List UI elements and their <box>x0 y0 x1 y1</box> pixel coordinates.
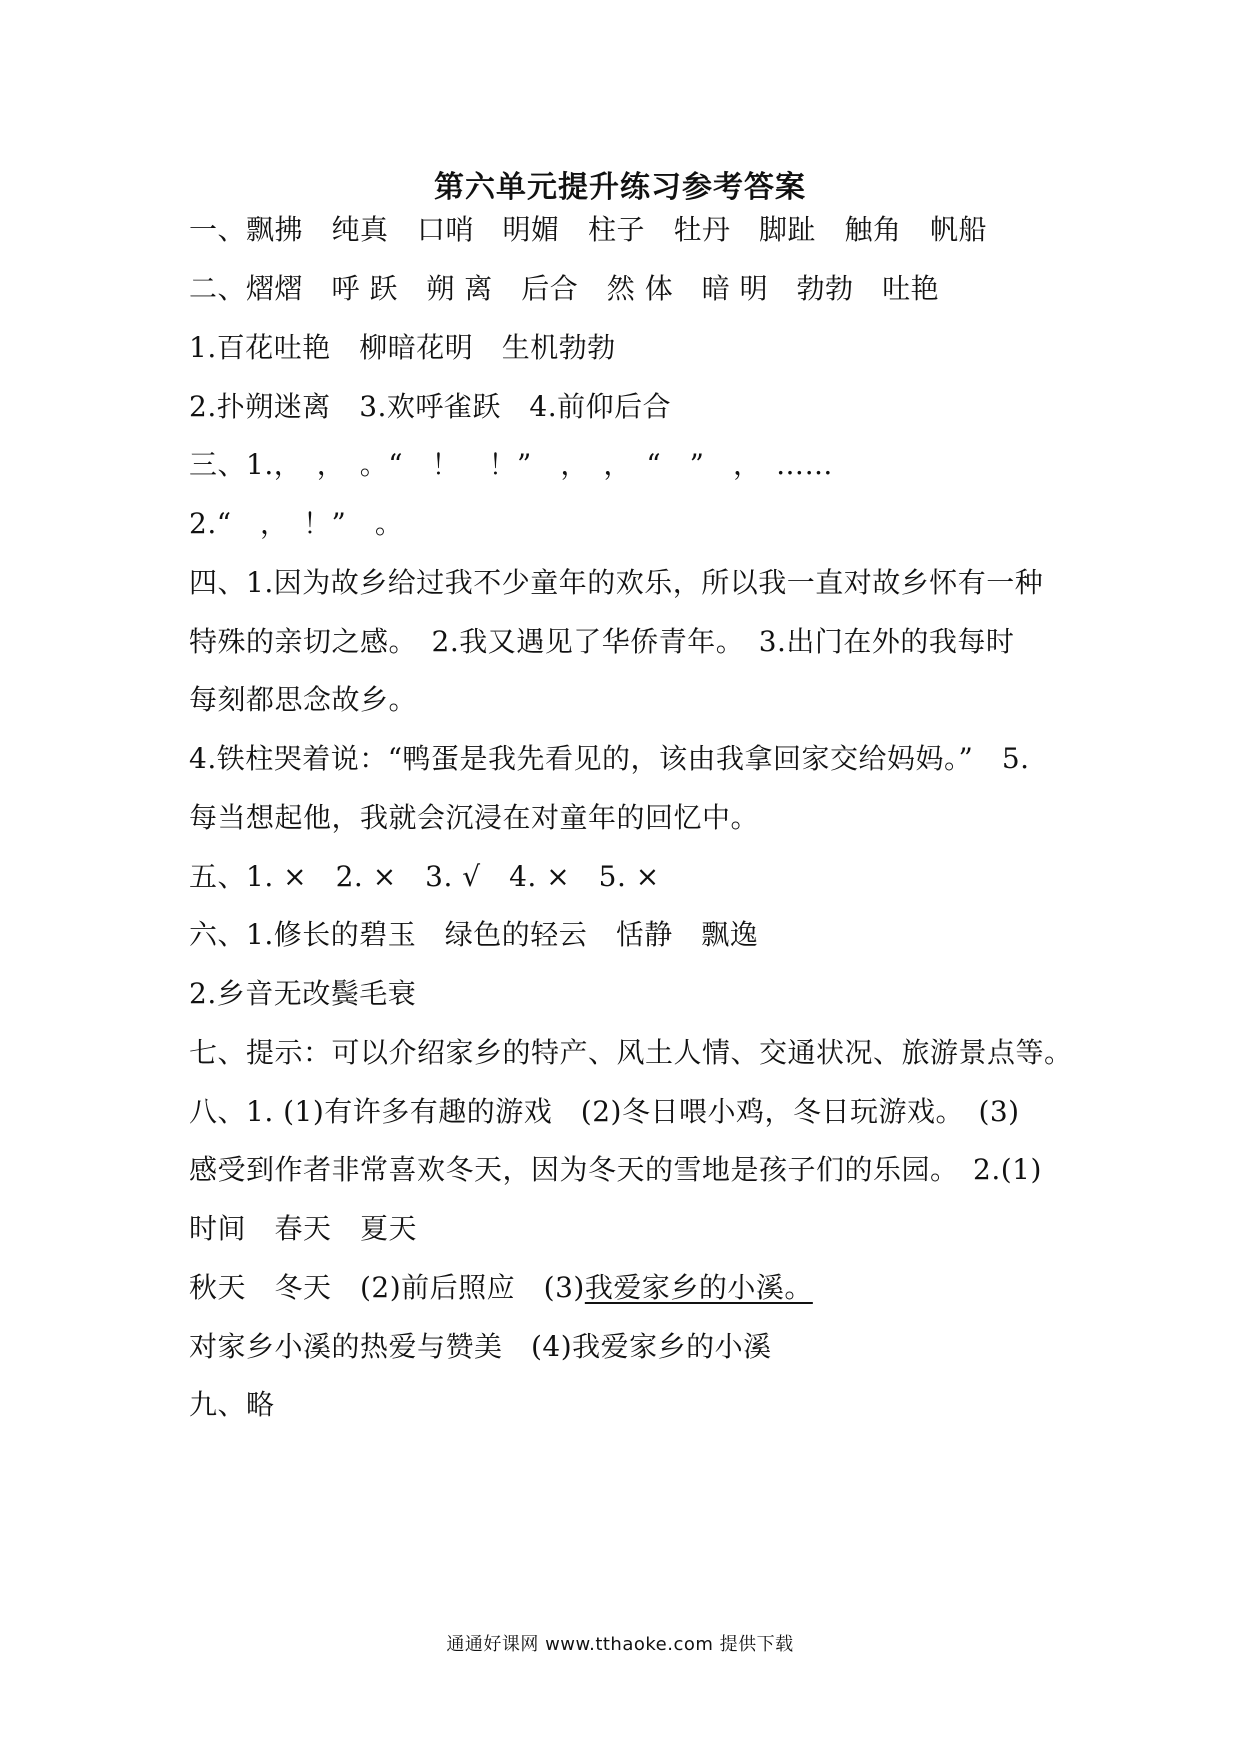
answer-line-7: 四、1.因为故乡给过我不少童年的欢乐，所以我一直对故乡怀有一种 <box>189 566 1044 599</box>
answer-line-10: 4.铁柱哭着说：“鸭蛋是我先看见的，该由我拿回家交给妈妈。” 5. <box>189 742 1030 775</box>
answer-line-17: 感受到作者非常喜欢冬天，因为冬天的雪地是孩子们的乐园。 2.(1) <box>189 1153 1042 1186</box>
answer-line-19-text: 秋天 冬天 (2)前后照应 (3) <box>189 1271 585 1304</box>
answer-line-3: 1.百花吐艳 柳暗花明 生机勃勃 <box>189 331 616 364</box>
answer-line-16: 八、1. (1)有许多有趣的游戏 (2)冬日喂小鸡，冬日玩游戏。 (3) <box>189 1095 1020 1128</box>
answer-line-15: 七、提示：可以介绍家乡的特产、风土人情、交通状况、旅游景点等。 <box>189 1036 1073 1069</box>
answer-line-21: 九、略 <box>189 1388 275 1421</box>
answer-line-19 <box>189 1270 813 1306</box>
answer-line-11: 每当想起他，我就会沉浸在对童年的回忆中。 <box>189 801 760 834</box>
page-title: 第六单元提升练习参考答案 <box>434 170 806 205</box>
answer-line-2: 二、熠熠 呼 跃 朔 离 后合 然 体 暗 明 勃勃 吐艳 <box>189 272 940 305</box>
answer-line-5: 三、1.， ， 。“ ！ ！” ， ， “ ” ， …… <box>189 448 833 481</box>
answer-line-13: 六、1.修长的碧玉 绿色的轻云 恬静 飘逸 <box>189 918 759 951</box>
answer-line-9: 每刻都思念故乡。 <box>189 683 418 716</box>
answer-line-12: 五、1. × 2. × 3. √ 4. × 5. × <box>189 860 660 893</box>
answer-line-6: 2.“ ， ！” 。 <box>189 507 404 540</box>
answer-line-18: 时间 春天 夏天 <box>189 1212 418 1245</box>
answer-line-1: 一、飘拂 纯真 口哨 明媚 柱子 牡丹 脚趾 触角 帆船 <box>189 213 988 246</box>
answer-line-4: 2.扑朔迷离 3.欢呼雀跃 4.前仰后合 <box>189 390 672 423</box>
answer-line-8: 特殊的亲切之感。 2.我又遇见了华侨青年。 3.出门在外的我每时 <box>189 625 1015 658</box>
underlined-answer: 我爱家乡的小溪。 <box>584 1271 813 1304</box>
answer-line-20: 对家乡小溪的热爱与赞美 (4)我爱家乡的小溪 <box>189 1330 772 1363</box>
answer-line-14: 2.乡音无改鬓毛衰 <box>189 977 417 1010</box>
download-footer: 通通好课网 www.tthaoke.com 提供下载 <box>446 1634 794 1655</box>
